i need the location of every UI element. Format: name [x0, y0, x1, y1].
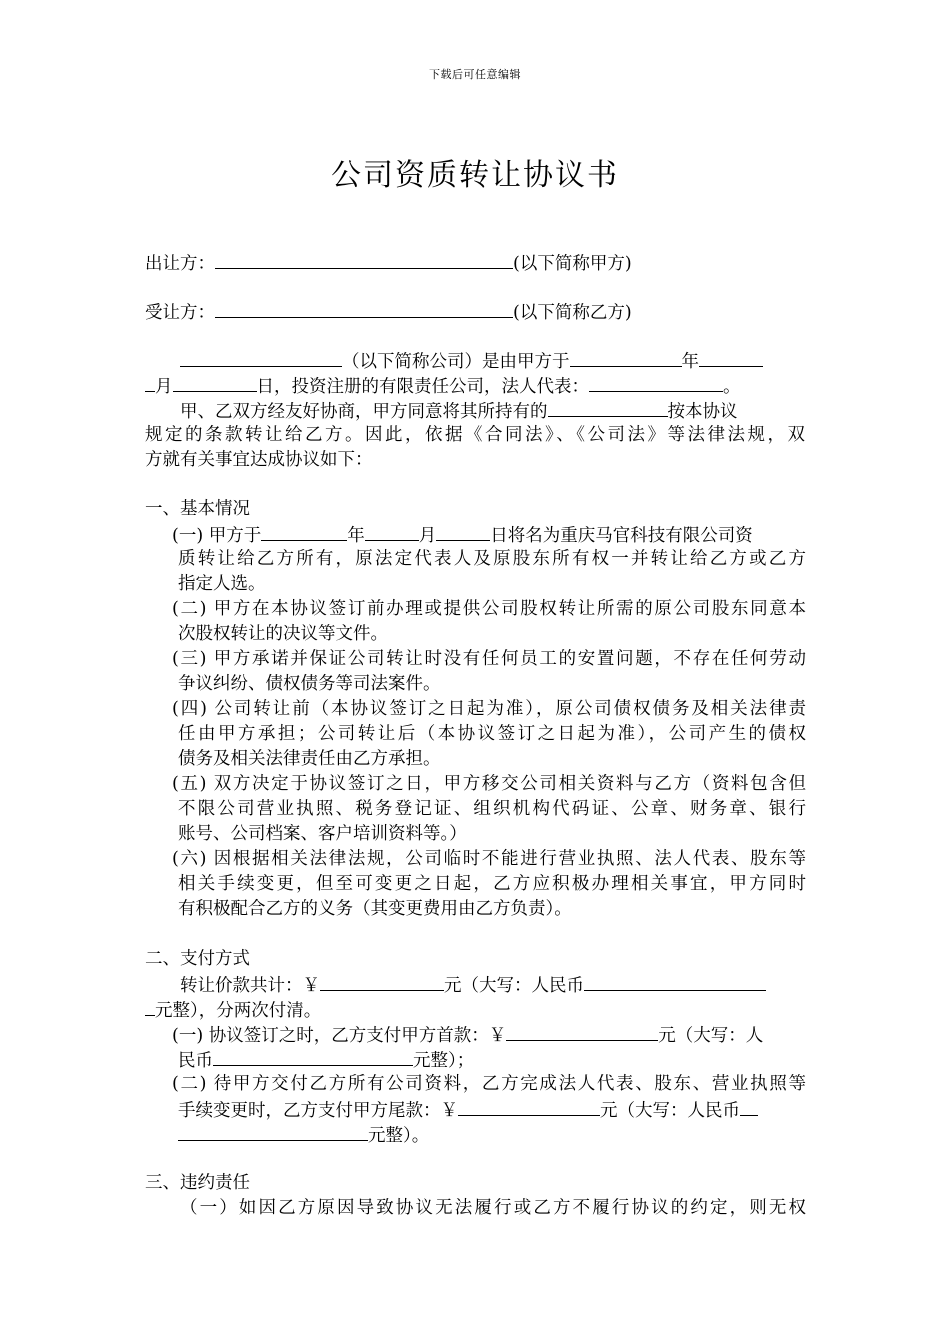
item1-month-blank[interactable] [365, 522, 419, 541]
intro-text: 甲、乙双方经友好协商，甲方同意将其所持有的 [180, 402, 548, 422]
transferor-blank[interactable] [215, 250, 513, 269]
section1-item1-line1 [172, 522, 753, 548]
section1-item1-line3: 指定人选。 [178, 574, 266, 594]
document-title: 公司资质转让协议书 [331, 158, 619, 193]
month-blank-b[interactable] [145, 373, 155, 392]
payment-text: 元（大写：人民币 [444, 976, 584, 996]
payment-text: 元（大写：人民币 [600, 1101, 740, 1121]
item-text: (一) 甲方于 [172, 526, 262, 546]
section2-total-line2 [145, 997, 321, 1023]
section1-item6-line2: 相关手续变更，但至可变更之日起，乙方应积极办理相关事宜，甲方同时 [178, 874, 806, 894]
page-header: 下载后可任意编辑 [429, 68, 521, 81]
section3-item1-line1: （一）如因乙方原因导致协议无法履行或乙方不履行协议的约定，则无权 [180, 1198, 806, 1218]
section2-total-line1 [180, 972, 766, 998]
intro-line-1 [180, 348, 763, 374]
company-name-blank[interactable] [180, 348, 342, 367]
section1-heading: 一、基本情况 [145, 499, 250, 519]
item-text: 日将名为重庆马官科技有限公司资 [490, 526, 753, 546]
transferee-line [145, 299, 632, 325]
payment-text: (一) 协议签订之时，乙方支付甲方首款：￥ [172, 1026, 507, 1046]
section1-item5-line3: 账号、公司档案、客户培训资料等。） [178, 824, 467, 844]
transferor-line [145, 250, 632, 276]
payment-text: 元（大写：人 [658, 1026, 764, 1046]
section1-item6-line1: (六) 因根据相关法律法规，公司临时不能进行营业执照、法人代表、股东等 [172, 849, 806, 869]
legal-rep-blank[interactable] [589, 373, 723, 392]
intro-text: 日，投资注册的有限责任公司，法人代表： [256, 377, 589, 397]
transferor-suffix: (以下简称甲方) [513, 254, 632, 274]
intro-line-3 [180, 398, 738, 424]
section1-item2-line2: 次股权转让的决议等文件。 [178, 624, 388, 644]
section1-item3-line1: (三) 甲方承诺并保证公司转让时没有任何员工的安置问题，不存在任何劳动 [172, 649, 806, 669]
intro-text: 月 [155, 377, 173, 397]
total-amount-words-blank[interactable] [584, 972, 766, 991]
intro-line-5: 方就有关事宜达成协议如下： [145, 450, 373, 470]
payment-text: 民币 [178, 1051, 213, 1071]
transferee-suffix: (以下简称乙方) [513, 303, 632, 323]
payment-text: 手续变更时，乙方支付甲方尾款：￥ [178, 1101, 458, 1121]
month-blank-a[interactable] [699, 348, 763, 367]
item-text: 年 [347, 526, 365, 546]
holdings-blank[interactable] [548, 398, 668, 417]
intro-line-4: 规定的条款转让给乙方。因此，依据《合同法》、《公司法》等法律法规，双 [145, 425, 805, 445]
section1-item5-line1: (五) 双方决定于协议签订之日，甲方移交公司相关资料与乙方（资料包含但 [172, 774, 806, 794]
section2-item1-line2 [178, 1047, 474, 1073]
section1-item4-line1: (四) 公司转让前（本协议签订之日起为准），原公司债权债务及相关法律责 [172, 699, 806, 719]
payment-text: 元整），分两次付清。 [155, 1001, 322, 1021]
section1-item2-line1: (二) 甲方在本协议签订前办理或提供公司股权转让所需的原公司股东同意本 [172, 599, 806, 619]
intro-text: 年 [681, 352, 699, 372]
intro-text: 。 [723, 377, 741, 397]
total-amount-words-blank-2[interactable] [145, 997, 155, 1016]
final-payment-blank[interactable] [458, 1097, 600, 1116]
item1-day-blank[interactable] [436, 522, 490, 541]
section1-item6-line3: 有积极配合乙方的义务（其变更费用由乙方负责）。 [178, 899, 572, 919]
year-blank[interactable] [570, 348, 682, 367]
item-text: 月 [418, 526, 437, 546]
section1-item1-line2: 质转让给乙方所有，原法定代表人及原股东所有权一并转让给乙方或乙方 [178, 549, 806, 569]
section2-heading: 二、支付方式 [145, 949, 250, 969]
section1-item4-line2: 任由甲方承担；公司转让后（本协议签订之日起为准），公司产生的债权 [178, 724, 806, 744]
payment-text: 元整）。 [368, 1126, 430, 1146]
first-payment-words-blank[interactable] [213, 1047, 413, 1066]
transferee-label: 受让方： [145, 303, 215, 323]
section2-item2-line3 [178, 1122, 429, 1148]
section2-item2-line1: (二) 待甲方交付乙方所有公司资料，乙方完成法人代表、股东、营业执照等 [172, 1074, 806, 1094]
final-payment-words-blank-2[interactable] [178, 1122, 368, 1141]
section2-item2-line2 [178, 1097, 758, 1123]
intro-text: 按本协议 [667, 402, 738, 422]
section1-item5-line2: 不限公司营业执照、税务登记证、组织机构代码证、公章、财务章、银行 [178, 799, 806, 819]
section3-heading: 三、违约责任 [145, 1173, 250, 1193]
intro-line-2 [145, 373, 741, 399]
section1-item4-line3: 债务及相关法律责任由乙方承担。 [178, 749, 441, 769]
day-blank[interactable] [173, 373, 257, 392]
transferee-blank[interactable] [215, 299, 513, 318]
first-payment-blank[interactable] [506, 1022, 658, 1041]
payment-text: 转让价款共计：￥ [180, 976, 320, 996]
section1-item3-line2: 争议纠纷、债权债务等司法案件。 [178, 674, 441, 694]
payment-text: 元整）； [413, 1051, 475, 1071]
final-payment-words-blank[interactable] [740, 1097, 758, 1116]
section2-item1-line1 [172, 1022, 763, 1048]
item1-year-blank[interactable] [261, 522, 347, 541]
total-amount-blank[interactable] [320, 972, 444, 991]
transferor-label: 出让方： [145, 254, 215, 274]
intro-text: （以下简称公司）是由甲方于 [342, 352, 570, 372]
